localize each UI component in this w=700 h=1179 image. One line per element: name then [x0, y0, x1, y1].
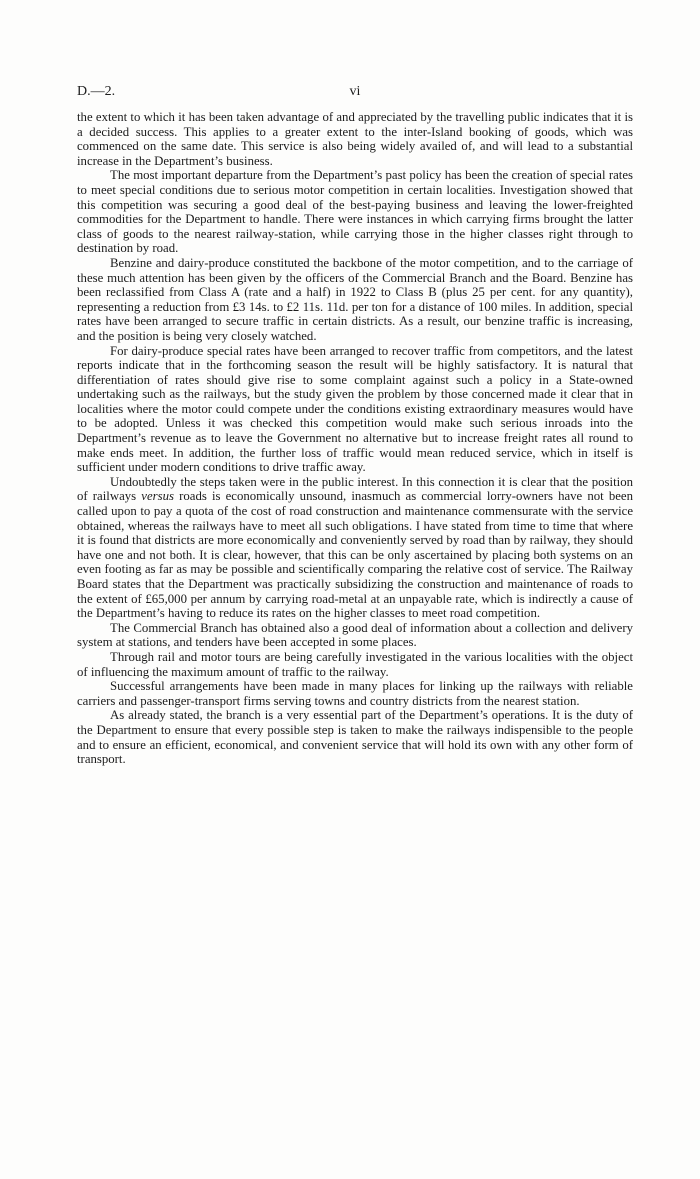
- paragraph-public-interest-part-1: Undoubtedly the steps taken were in the public interest. In this connection it is clear that the position of railways: [77, 474, 633, 504]
- page-number: vi: [349, 84, 361, 99]
- page-header: [77, 84, 633, 104]
- paragraph-dairy-rates: For dairy-produce special rates have been arranged to recover traffic from competitors, and the latest reports indicate that in the forthcoming season the result will be highly satisfactory. It is natural that differentiation of rates should give rise to some complaint against such a policy in a State-owned undertaking such as the railways, but the study given the problem by those concerned made it clear that in localities where the motor could compete under the conditions existing extraordinary measures would have to be adopted. Unless it was checked this competition would make such serious inroads into the Department’s revenue as to leave the Government no alternative but to increase freight rates all round to make ends meet. In addition, the further loss of traffic would mean reduced service, which in itself is sufficient under modern conditions to drive traffic away.: [77, 343, 633, 475]
- paragraph-branch-essential: As already stated, the branch is a very essential part of the Department’s operations. It is the duty of the Department to ensure that every possible step is taken to make the railways indispensible to the people and to ensure an efficient, economical, and convenient service that will hold its own with any other form of transport.: [77, 708, 633, 767]
- paragraph-public-interest: [77, 475, 633, 621]
- paragraph-policy-departure: The most important departure from the Department’s past policy has been the creation of special rates to meet special conditions due to serious motor competition in certain localities. Investigation showed that this competition was securing a good deal of the best-paying business and leaving the lower-freighted commodities for the Department to handle. There were instances in which carrying firms brought the latter class of goods to the nearest railway-station, while carrying those in the higher classes right through to destination by road.: [77, 168, 633, 256]
- emphasis-versus: versus: [141, 489, 174, 504]
- paragraph-public-interest-part-2: roads is economically unsound, inasmuch as commercial lorry-owners have not been called upon to pay a quota of the cost of road construction and maintenance commensurate with the service obtained, whereas the railways have to meet all such obligations. I have stated from time to time that where it is found that districts are more economically and conveniently served by road than by railway, they should have one and not both. It is clear, however, that this can be only ascertained by placing both systems on an even footing as far as may be possible and scientifically comparing the relative cost of service. The Railway Board states that the Department was practically subsidizing the construction and maintenance of roads to the extent of £65,000 per annum by carrying road-metal at an unpayable rate, which is indirectly a cause of the Department’s having to reduce its rates on the higher classes to meet road competition.: [77, 489, 634, 621]
- paragraph-rail-motor-tours: Through rail and motor tours are being carefully investigated in the various localities with the object of influencing the maximum amount of traffic to the railway.: [77, 649, 633, 679]
- document-reference: D.—2.: [77, 84, 116, 99]
- paragraph-benzine-dairy: Benzine and dairy-produce constituted the backbone of the motor competition, and to the carriage of these much attention has been given by the officers of the Commercial Branch and the Board. Benzine has been reclassified from Class A (rate and a half) in 1922 to Class B (plus 25 per cent. for any quantity), representing a reduction from £3 14s. to £2 11s. 11d. per ton for a distance of 100 miles. In addition, special rates have been arranged to secure traffic in certain districts. As a result, our benzine traffic is increasing, and the position is being very closely watched.: [77, 255, 633, 343]
- paragraph-carrier-arrangements: Successful arrangements have been made in many places for linking up the railways with reliable carriers and passenger-transport firms serving towns and country districts from the nearest station.: [77, 679, 633, 708]
- paragraph-continuation: the extent to which it has been taken advantage of and appreciated by the travelling public indicates that it is a decided success. This applies to a greater extent to the inter-Island booking of goods, which was commenced on the same date. This service is also being widely availed of, and will lead to a substantial increase in the Department’s business.: [77, 110, 633, 168]
- paragraph-collection-delivery: The Commercial Branch has obtained also a good deal of information about a collection and delivery system at stations, and tenders have been accepted in some places.: [77, 620, 633, 650]
- body-text: [77, 110, 633, 767]
